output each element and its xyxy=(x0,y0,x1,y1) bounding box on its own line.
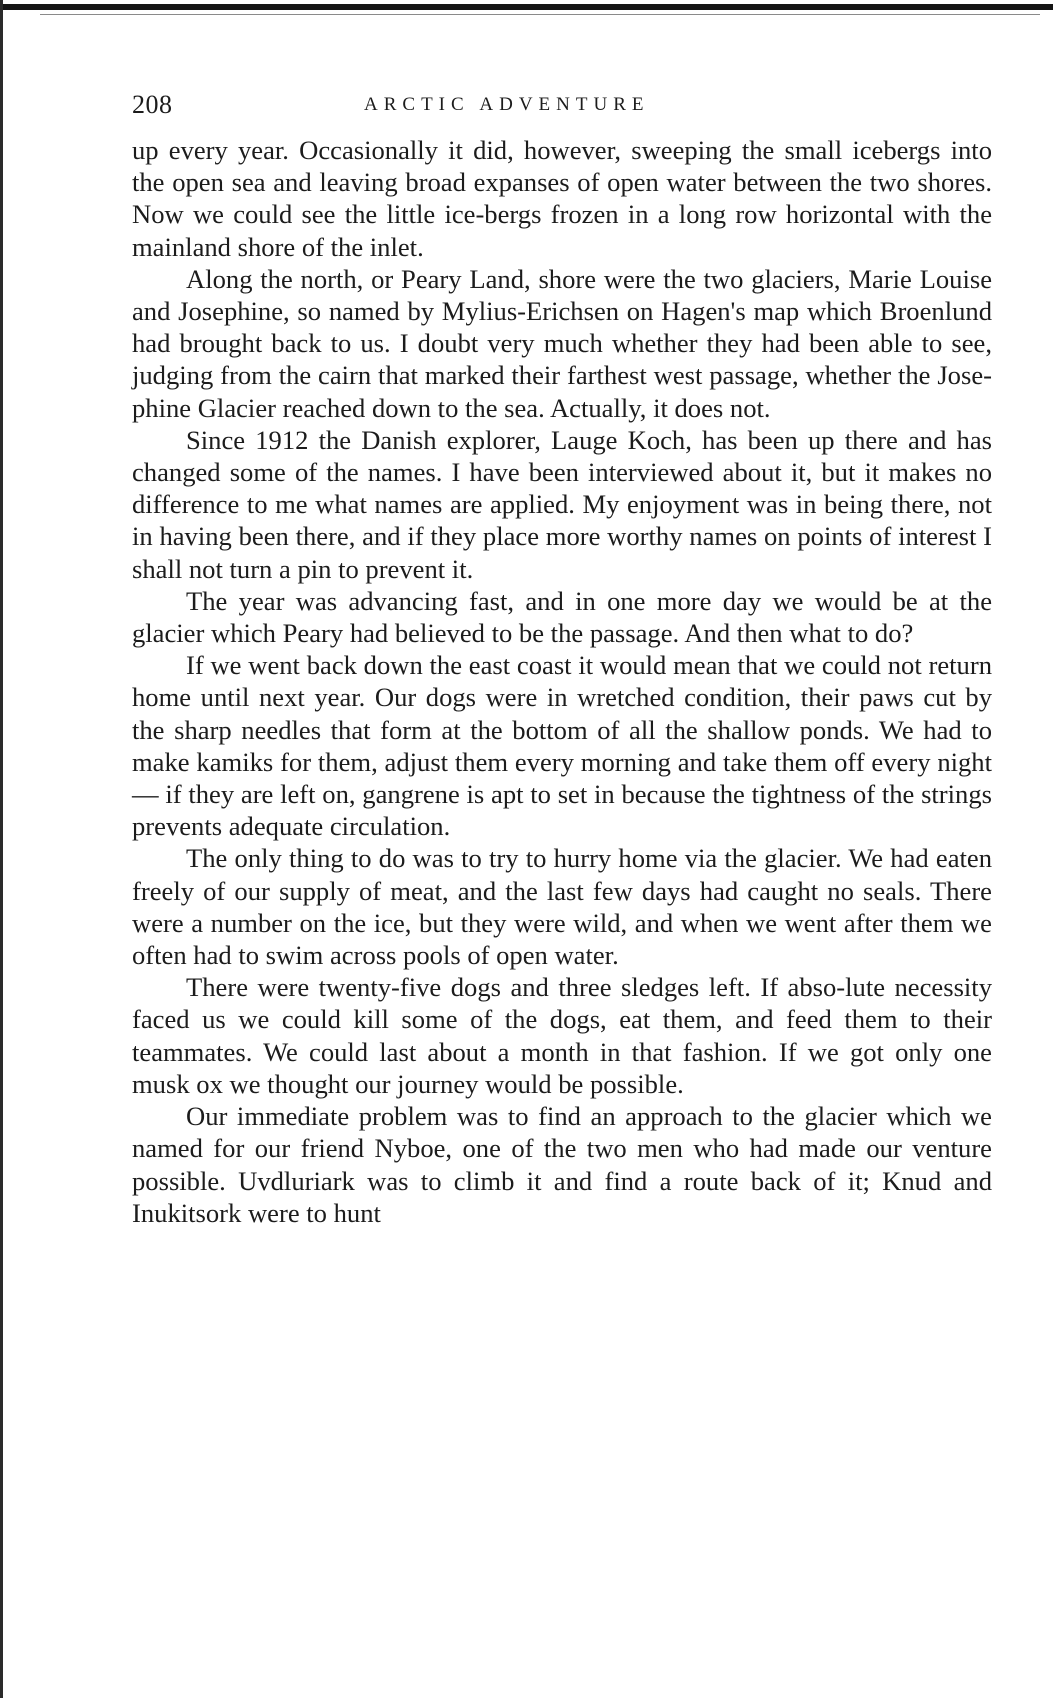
running-title: ARCTIC ADVENTURE xyxy=(364,94,650,115)
body-text xyxy=(132,134,992,1229)
page-left-edge xyxy=(0,0,3,1698)
paragraph: Along the north, or Peary Land, shore were the two glaciers, Marie Louise and Josephine, so named by Mylius-Erichsen on Hagen's map which Broenlund had brought back to us. I doubt very much whether they had been able to see, judging from the cairn that marked their farthest west passage, whether the Jose-phine Glacier reached down to the sea. Actually, it does not. xyxy=(132,263,992,423)
page-top-border xyxy=(0,4,1053,10)
running-head xyxy=(132,90,992,130)
book-page xyxy=(132,90,992,1229)
paragraph: Our immediate problem was to find an approach to the glacier which we named for our friend Nyboe, one of the two men who had made our venture possible. Uvdluriark was to climb it and find a route back of it; Knud and Inukitsork were to hunt xyxy=(132,1101,992,1228)
paragraph: The only thing to do was to try to hurry home via the glacier. We had eaten freely of our supply of meat, and the last few days had caught no seals. There were a number on the ice, but they were wild, and when we went after them we often had to swim across pools of open water. xyxy=(132,843,992,971)
paragraph: There were twenty-five dogs and three sledges left. If abso-lute necessity faced us we could kill some of the dogs, eat them, and feed them to their teammates. We could last about a month in that fashion. If we got only one musk ox we thought our journey would be possible. xyxy=(132,972,992,1099)
paragraph: If we went back down the east coast it would mean that we could not return home until next year. Our dogs were in wretched condition, their paws cut by the sharp needles that form at the bottom of all the shallow ponds. We had to make kamiks for them, adjust them every morning and take them off every night— if they are left on, gangrene is apt to set in because the tightness of the strings prevents adequate circulation. xyxy=(132,650,992,842)
page-number: 208 xyxy=(132,90,173,119)
paragraph: Since 1912 the Danish explorer, Lauge Koch, has been up there and has changed some of the names. I have been interviewed about it, but it makes no difference to me what names are applied. My enjoyment was in being there, not in having been there, and if they place more worthy names on points of interest I shall not turn a pin to prevent it. xyxy=(132,424,992,584)
paragraph-continued: up every year. Occasionally it did, however, sweeping the small icebergs into the open sea and leaving broad expanses of open water between the two shores. Now we could see the little ice-bergs frozen in a long row horizontal with the mainland shore of the inlet. xyxy=(132,135,992,262)
paragraph: The year was advancing fast, and in one more day we would be at the glacier which Peary had believed to be the passage. And then what to do? xyxy=(132,585,992,649)
page-top-rule xyxy=(40,14,1040,15)
